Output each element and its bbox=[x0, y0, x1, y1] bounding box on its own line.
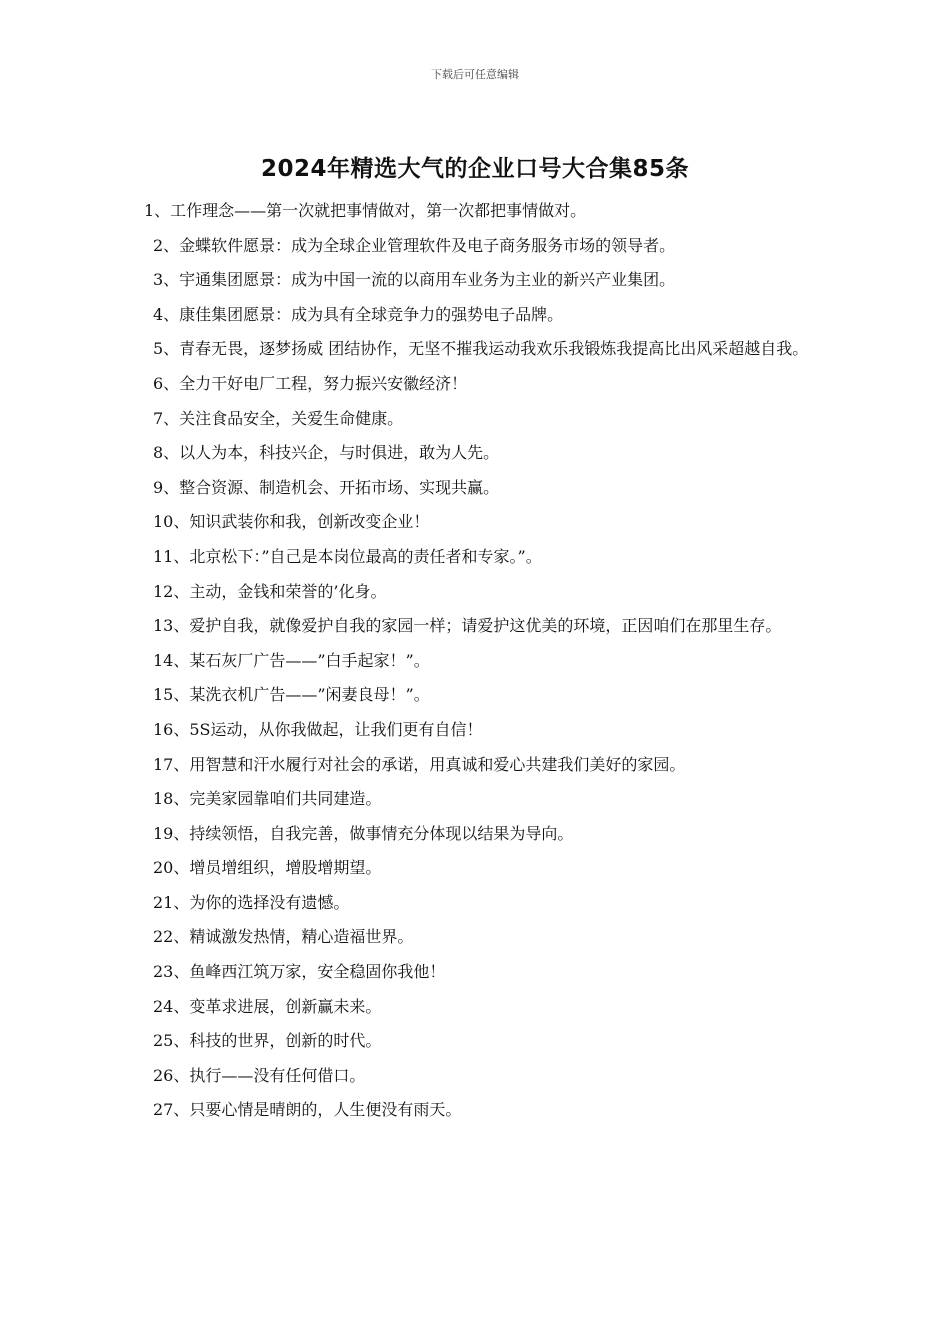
list-item: 23、鱼峰西江筑万家，安全稳固你我他！ bbox=[153, 962, 446, 982]
slogan-list bbox=[144, 194, 812, 1128]
list-item: 2、金蝶软件愿景：成为全球企业管理软件及电子商务服务市场的领导者。 bbox=[153, 235, 676, 255]
list-item: 15、某洗衣机广告——”闲妻良母！”。 bbox=[153, 685, 430, 705]
list-item: 17、用智慧和汗水履行对社会的承诺，用真诚和爱心共建我们美好的家园。 bbox=[153, 754, 686, 774]
list-item: 18、完美家园靠咱们共同建造。 bbox=[153, 789, 382, 809]
list-item: 8、以人为本，科技兴企，与时俱进，敢为人先。 bbox=[153, 443, 500, 463]
list-item: 16、5S运动，从你我做起，让我们更有自信！ bbox=[153, 719, 483, 739]
list-item: 24、变革求进展，创新赢未来。 bbox=[153, 996, 382, 1016]
list-item: 19、持续领悟，自我完善，做事情充分体现以结果为导向。 bbox=[153, 823, 574, 843]
list-item: 22、精诚激发热情，精心造福世界。 bbox=[153, 927, 414, 947]
list-item: 1、工作理念——第一次就把事情做对，第一次都把事情做对。 bbox=[144, 201, 587, 220]
list-item: 14、某石灰厂广告——”白手起家！”。 bbox=[153, 650, 430, 670]
list-item: 25、科技的世界，创新的时代。 bbox=[153, 1031, 382, 1051]
list-item: 13、爱护自我，就像爱护自我的家园一样；请爱护这优美的环境，正因咱们在那里生存。 bbox=[153, 616, 782, 636]
list-item: 10、知识武装你和我，创新改变企业！ bbox=[153, 512, 430, 532]
list-item: 21、为你的选择没有遗憾。 bbox=[153, 892, 350, 912]
list-item: 4、康佳集团愿景：成为具有全球竞争力的强势电子品牌。 bbox=[153, 304, 564, 324]
header-note: 下载后可任意编辑 bbox=[431, 68, 519, 81]
list-item: 12、主动，金钱和荣誉的’化身。 bbox=[153, 581, 387, 601]
list-item: 26、执行——没有任何借口。 bbox=[153, 1065, 366, 1085]
list-item: 20、增员增组织，增股增期望。 bbox=[153, 858, 382, 878]
document-title: 2024年精选大气的企业口号大合集85条 bbox=[260, 156, 690, 182]
list-item: 11、北京松下：”自己是本岗位最高的责任者和专家。”。 bbox=[153, 546, 542, 566]
list-item: 5、青春无畏，逐梦扬威 团结协作，无坚不摧我运动我欢乐我锻炼我提高比出风采超越自我。 bbox=[153, 339, 809, 359]
list-item: 6、全力干好电厂工程，努力振兴安徽经济！ bbox=[153, 373, 468, 393]
list-item: 9、整合资源、制造机会、开拓市场、实现共赢。 bbox=[153, 477, 500, 497]
list-item: 3、宇通集团愿景：成为中国一流的以商用车业务为主业的新兴产业集团。 bbox=[153, 270, 676, 290]
list-item: 7、关注食品安全，关爱生命健康。 bbox=[153, 408, 404, 428]
list-item: 27、只要心情是晴朗的，人生便没有雨天。 bbox=[153, 1100, 462, 1120]
